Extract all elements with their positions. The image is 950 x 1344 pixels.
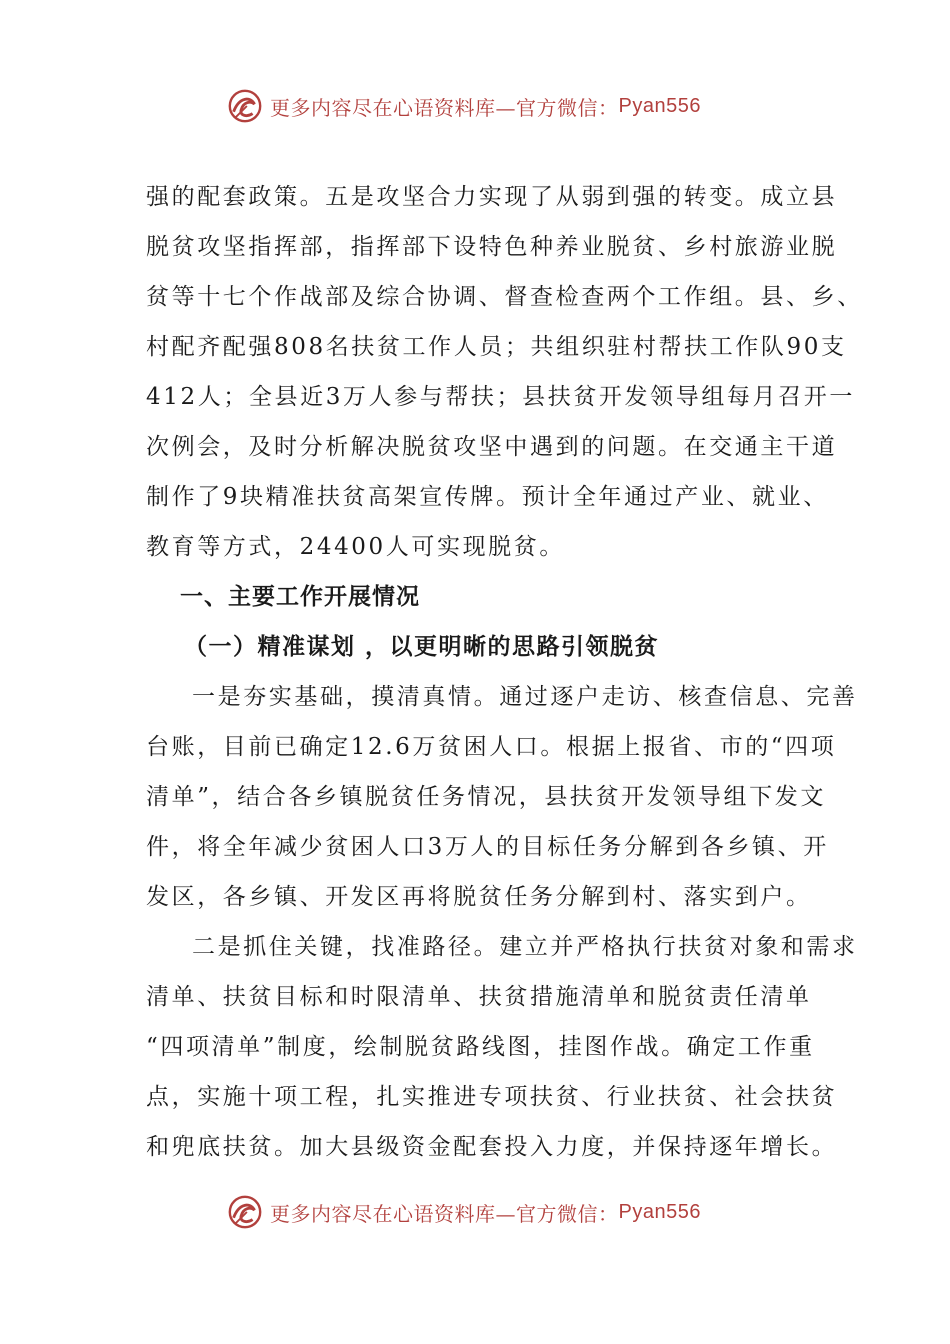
body-line: 贫等十七个作战部及综合协调、督查检查两个工作组。县、乡、 [146,284,863,310]
body-line: 次例会，及时分析解决脱贫攻坚中遇到的问题。在交通主干道 [146,434,838,460]
body-line: 点，实施十项工程，扎实推进专项扶贫、行业扶贫、社会扶贫 [146,1084,838,1110]
swirl-logo-icon [226,1193,264,1231]
body-line: 制作了9块精准扶贫高架宣传牌。预计全年通过产业、就业、 [146,484,829,510]
document-body [146,172,863,1172]
body-line: 脱贫攻坚指挥部，指挥部下设特色种养业脱贫、乡村旅游业脱 [146,234,838,260]
paragraph-first-line: 二是抓住关键，找准路径。建立并严格执行扶贫对象和需求 [192,934,858,960]
body-line: 台账，目前已确定12.6万贫困人口。根据上报省、市的“四项 [146,734,837,760]
body-line: 村配齐配强808名扶贫工作人员；共组织驻村帮扶工作队90支 [146,334,847,360]
body-line: 强的配套政策。五是攻坚合力实现了从弱到强的转变。成立县 [146,184,838,210]
body-line: 和兜底扶贫。加大县级资金配套投入力度，并保持逐年增长。 [146,1134,838,1160]
banner-wechat-id: Pyan556 [618,94,701,117]
body-line: 清单”，结合各乡镇脱贫任务情况，县扶贫开发领导组下发文 [146,784,826,810]
body-line: 件，将全年减少贫困人口3万人的目标任务分解到各乡镇、开 [146,834,829,860]
body-line: 清单、扶贫目标和时限清单、扶贫措施清单和脱贫责任清单 [146,984,812,1010]
body-line: “四项清单”制度，绘制脱贫路线图，挂图作战。确定工作重 [146,1034,815,1060]
section-heading: 一、主要工作开展情况 [180,584,420,610]
header-watermark-banner [226,84,746,128]
swirl-logo-icon [226,87,264,125]
paragraph-first-line: 一是夯实基础，摸清真情。通过逐户走访、核查信息、完善 [192,684,858,710]
body-line: 412人；全县近3万人参与帮扶；县扶贫开发领导组每月召开一 [146,384,855,410]
banner-wechat-id: Pyan556 [618,1200,701,1223]
body-line: 教育等方式，24400人可实现脱贫。 [146,534,565,560]
footer-watermark-banner [226,1190,746,1234]
banner-text: 更多内容尽在心语资料库—官方微信： [270,1201,619,1226]
body-line: 发区，各乡镇、开发区再将脱贫任务分解到村、落实到户。 [146,884,812,910]
subsection-heading: （一）精准谋划 ，以更明晰的思路引领脱贫 [184,633,660,660]
banner-text: 更多内容尽在心语资料库—官方微信： [270,95,619,120]
